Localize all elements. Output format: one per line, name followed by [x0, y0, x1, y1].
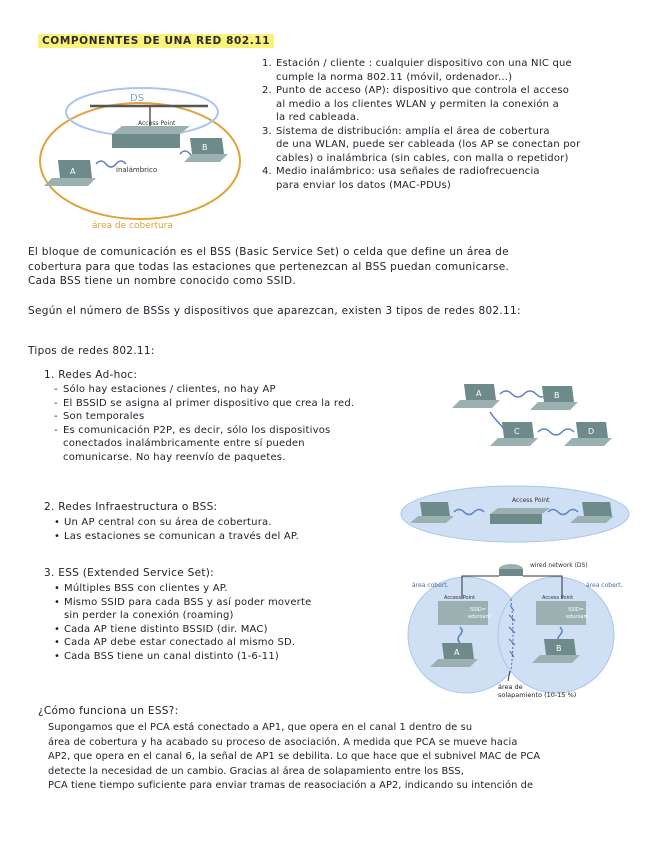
ssid2-label: SSID=: [568, 607, 584, 613]
infra-list: [54, 516, 299, 543]
components-list: [262, 57, 580, 192]
ap-label: Access Point: [512, 497, 550, 504]
ssid2-value: eduroam: [566, 614, 589, 620]
ds-label: DS: [130, 93, 145, 104]
laptop-c-label: C: [514, 427, 520, 436]
adhoc-item: - Son temporales: [54, 410, 354, 424]
types-intro: Según el número de BSSs y dispositivos que aparezcan, existen 3 tipos de redes 802.11:: [28, 305, 521, 317]
laptop-d-label: D: [588, 427, 595, 436]
infra-item: • Las estaciones se comunican a través del AP.: [54, 530, 299, 544]
ess-item: • Múltiples BSS con clientes y AP.: [54, 582, 311, 596]
component-item: 2. Punto de acceso (AP): dispositivo que controla el acceso al medio a los clientes WLAN y permiten la conexión a la red cableada.: [262, 85, 570, 123]
component-item: 1. Estación / cliente : cualquier dispositivo con una NIC que cumple la norma 802.11 (móvil, ordenador...): [262, 58, 572, 83]
overlap-label-2: solapamiento (10-15 %): [498, 691, 577, 699]
overlap-label: área de: [498, 683, 523, 691]
how-heading: ¿Cómo funciona un ESS?:: [38, 705, 179, 717]
ess-item: • Cada AP debe estar conectado al mismo SD.: [54, 636, 311, 650]
laptop-b-label: B: [556, 644, 562, 653]
component-item: 3. Sistema de distribución: amplía el área de cobertura de una WLAN, puede ser cableada (los AP se conectan por cables) o inalámbrica (sin cables, con malla o repetidor): [262, 125, 581, 164]
ssid1-value: eduroam: [468, 614, 491, 620]
adhoc-item: - Sólo hay estaciones / clientes, no hay AP: [54, 383, 354, 397]
wave-cd: [538, 429, 574, 435]
how-paragraph: Supongamos que el PCA está conectado a AP1, que opera en el canal 1 dentro de su área de cobertura y ha acabado su proceso de asociación. A medida que PCA se mueve hacia AP2, que opera en el canal 6, la señal de AP1 se debilita. Lo que hace que el subnivel MAC de PCA detecte la necesidad de un cambio. Gracias al área de solapamiento entre los BSS, PCA tiene tiempo suficiente para enviar tramas de reasociación a AP2, indicando su intención de: [48, 722, 541, 792]
ap1-label: Access Point: [444, 595, 476, 601]
ess-item: • Cada AP tiene distinto BSSID (dir. MAC): [54, 623, 311, 637]
router-icon: [499, 564, 523, 576]
ess-item: • Mismo SSID para cada BSS y así poder moverte sin perder la conexión (roaming): [54, 596, 311, 623]
ap2-label: Access Point: [542, 595, 574, 601]
access-point-1-icon: [438, 601, 491, 625]
access-point-2-icon: [536, 601, 589, 625]
laptop-a-label: A: [476, 389, 482, 398]
adhoc-item: - Es comunicación P2P, es decir, sólo los dispositivos conectados inalámbricamente entre sí pueden comunicarse. No hay reenvío de paquetes.: [54, 424, 354, 465]
laptop-b-label: B: [554, 391, 560, 400]
access-point-icon: [490, 508, 550, 524]
infra-item: • Un AP central con su área de cobertura.: [54, 516, 299, 530]
ess-item: • Cada BSS tiene un canal distinto (1-6-11): [54, 650, 311, 664]
page-title: COMPONENTES DE UNA RED 802.11: [38, 34, 274, 48]
laptop-a-label: A: [70, 167, 76, 176]
component-item: 4. Medio inalámbrico: usa señales de radiofrecuencia para enviar los datos (MAC-PDUs): [262, 166, 540, 191]
ap-label: Access Point: [138, 120, 176, 127]
laptop-b-label: B: [202, 143, 208, 152]
coverage-label: área de cobertura: [92, 221, 173, 231]
ess-heading: 3. ESS (Extended Service Set):: [44, 567, 214, 579]
wired-label: wired network (DS): [530, 562, 588, 569]
cov1-label: área cobert.: [412, 582, 449, 589]
infra-diagram: [398, 484, 632, 544]
types-heading: Tipos de redes 802.11:: [28, 345, 155, 357]
laptop-a-label: A: [454, 648, 460, 657]
ssid1-label: SSID=: [470, 607, 486, 613]
components-diagram: [30, 82, 256, 234]
access-point-icon: [112, 126, 190, 148]
bss-paragraph: El bloque de comunicación es el BSS (Basic Service Set) o celda que define un área de cobertura para que todas las estaciones que pertenezcan al BSS puedan comunicarse. Cada BSS tiene un nombre conocido como SSID.: [28, 246, 510, 287]
cov2-label: área cobert.: [586, 582, 623, 589]
ess-list: [54, 582, 311, 663]
ess-diagram: [402, 555, 642, 701]
adhoc-heading: 1. Redes Ad-hoc:: [44, 369, 138, 381]
wireless-label: inalámbrico: [116, 166, 158, 174]
adhoc-diagram: [446, 378, 616, 454]
adhoc-item: - El BSSID se asigna al primer dispositivo que crea la red.: [54, 397, 354, 411]
wave-ab: [500, 391, 548, 397]
infra-heading: 2. Redes Infraestructura o BSS:: [44, 501, 218, 513]
adhoc-list: [54, 383, 354, 464]
